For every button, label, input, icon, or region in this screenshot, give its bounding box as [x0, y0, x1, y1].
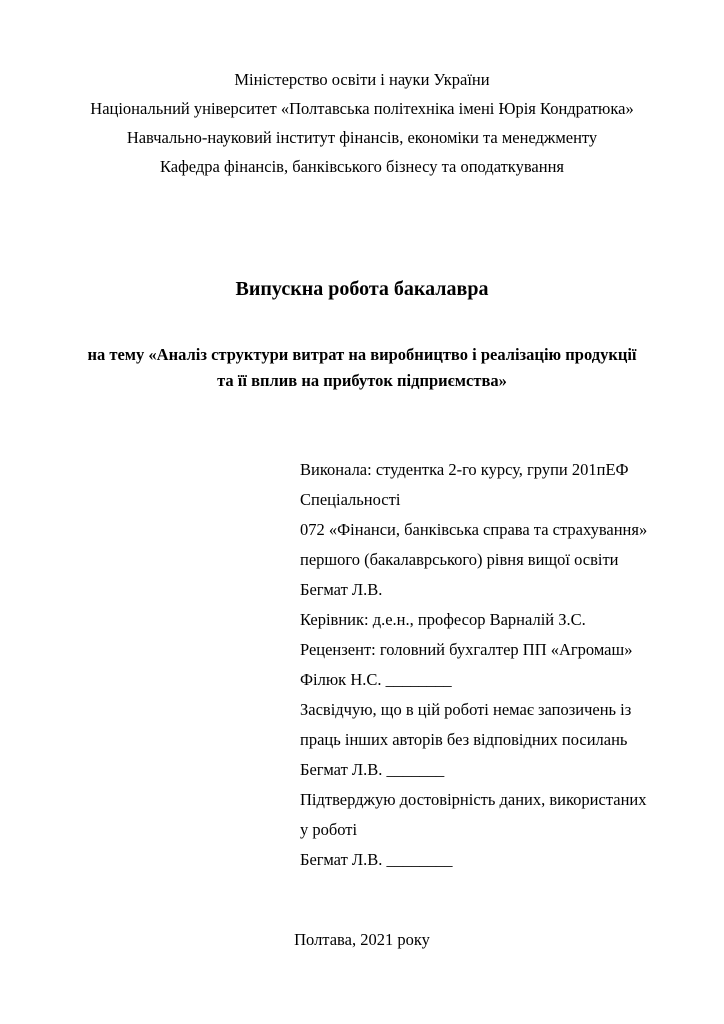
detail-line: Засвідчую, що в цій роботі немає запозичень із [300, 700, 632, 719]
place-year: Полтава, 2021 року [294, 930, 430, 949]
detail-line: Підтверджую достовірність даних, використаних [300, 790, 647, 809]
detail-line: Бегмат Л.В. _______ [300, 760, 445, 779]
ministry: Міністерство освіти і науки України [234, 70, 490, 89]
detail-line: 072 «Фінанси, банківська справа та страхування» [300, 520, 648, 539]
university: Національний університет «Полтавська політехніка імені Юрія Кондратюка» [90, 99, 634, 118]
topic-line: на тему «Аналіз структури витрат на виробництво і реалізацію продукції [87, 345, 637, 364]
department: Кафедра фінансів, банківського бізнесу та оподаткування [159, 157, 564, 176]
detail-line: Філюк Н.С. ________ [300, 670, 452, 689]
detail-line: праць інших авторів без відповідних посилань [300, 730, 628, 749]
institute: Навчально-науковий інститут фінансів, економіки та менеджменту [126, 128, 598, 147]
detail-line: у роботі [300, 820, 358, 839]
detail-line: першого (бакалаврського) рівня вищої освіти [300, 550, 619, 569]
topic-line: та її вплив на прибуток підприємства» [217, 371, 507, 390]
document-title: Випускна робота бакалавра [235, 278, 489, 300]
detail-line: Бегмат Л.В. [300, 580, 383, 599]
detail-line: Рецензент: головний бухгалтер ПП «Агромаш» [300, 640, 633, 659]
detail-line: Керівник: д.е.н., професор Варналій З.С. [300, 610, 586, 629]
topic [0, 342, 724, 394]
author-details [300, 455, 647, 875]
detail-line: Бегмат Л.В. ________ [300, 850, 453, 869]
detail-line: Спеціальності [300, 490, 401, 509]
institution-header [0, 65, 724, 181]
detail-line: Виконала: студентка 2-го курсу, групи 201пЕФ [300, 460, 629, 479]
